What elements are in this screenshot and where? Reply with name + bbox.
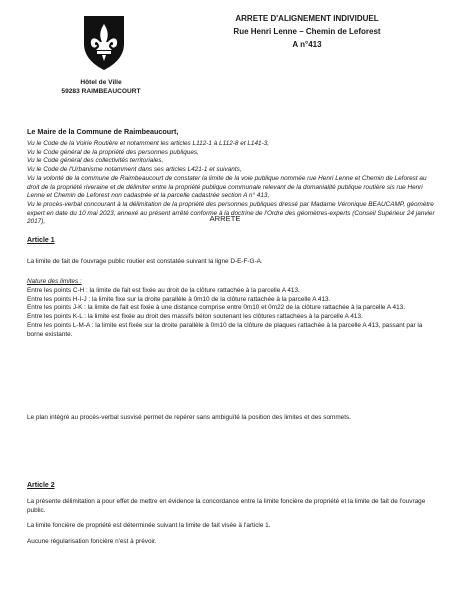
article-2-paragraph: La présente délimitation a pour effet de mettre en évidence la concordance entre la limite foncière de propriété et la limite de fait de l'ouvrage public. (27, 498, 426, 514)
vu-item: Vu le Code général des collectivités territoriales, (27, 157, 164, 165)
document-header (196, 12, 418, 51)
vu-item: Vu le Code de l'Urbanisme notamment dans ses articles L421-1 et suivants, (27, 166, 242, 174)
document-title: ARRETE D'ALIGNEMENT INDIVIDUEL (235, 14, 379, 23)
limit-item: Entre les points H-I-J : la limite fixe sur la droite parallèle à 0m10 de la clôture rattachée à la parcelle A 413. (27, 295, 331, 303)
arrete-number: A n°413 (292, 40, 322, 49)
nature-limites-title: Nature des limites : (27, 278, 82, 285)
mairie-postcode-city: 59283 RAIMBEAUCOURT (61, 88, 141, 95)
article-2-heading (27, 482, 435, 491)
mairie-address (40, 78, 162, 96)
limits-list (27, 287, 435, 339)
vu-item: Vu le procès-verbal concourant à la délimitation de la propriété des personnes publiques dressé par Madame Véronique BEAUCAMP, géomètre expert en date du 10 mai 2023, annexé au présent arrêté conforme à la doctrine de l'Ordre des géomètres-experts (Conseil Supérieur 24 janvier 2017), (27, 200, 435, 226)
limit-item: Entre les points L-M-A : la limite est fixée sur la droite parallèle à 0m10 de la clôture de plaques rattachée à la parcelle A 413, passant par la borne existante. (27, 321, 423, 338)
arrete-heading: ARRETE (209, 214, 241, 223)
vu-item: Vu le Code de la Voirie Routière et notamment les articles L112-1 à L112-8 et L141-3, (27, 140, 270, 147)
maire-heading: Le Maire de la Commune de Raimbeaucourt, (27, 127, 179, 136)
article-2-paragraph: Aucune régularisation foncière n'est à prévoir. (27, 538, 157, 546)
vu-item: Vu la volonté de la commune de Raimbeaucourt de constater la limite de la voie publique nommée rue Henri Lenne et Chemin de Leforest au droit de la propriété riveraine et de délimiter entre la propriété publique communale relevant de la domanialité publique routière sis rue Henri Lenne et Chemin de Leforest non cadastrée et la parcelle cadastrée section A n° 413, (27, 174, 427, 200)
plan-paragraph: Le plan intégré au procès-verbal susvisé permet de repérer sans ambiguïté la position des limites et des sommets. (27, 414, 351, 421)
article-2-body (27, 498, 435, 554)
article-2-title: Article 2 (27, 482, 55, 489)
limit-item: Entre les points J-K : la limite de fait est fixée à une distance comprise entre 0m10 et 0m22 de la clôture rattachée à la parcelle A 413. (27, 304, 405, 312)
mairie-name: Hôtel de Ville (80, 79, 122, 86)
article-1-text: La limite de fait de l'ouvrage public routier est constatée suivant la ligne D-E-F-G-A. (27, 258, 263, 265)
vu-item: Vu le Code général de la propriété des personnes publiques, (27, 148, 199, 156)
fleur-de-lis-shield-icon (82, 14, 126, 72)
article-2-paragraph: La limite foncière de propriété est déterminée suivant la limite de fait visée à l'article 1. (27, 522, 271, 530)
street-subtitle: Rue Henri Lenne – Chemin de Leforest (233, 27, 381, 36)
article-1-heading (27, 237, 435, 246)
article-1-title: Article 1 (27, 237, 55, 244)
limit-item: Entre les points C-H : la limite de fait est fixée au droit de la clôture rattachée à la parcelle A 413. (27, 287, 300, 294)
limit-item: Entre les points K-L : la limite est fixée au droit des massifs béton soutenant les clôtures rattachées à la parcelle A 413. (27, 313, 363, 321)
